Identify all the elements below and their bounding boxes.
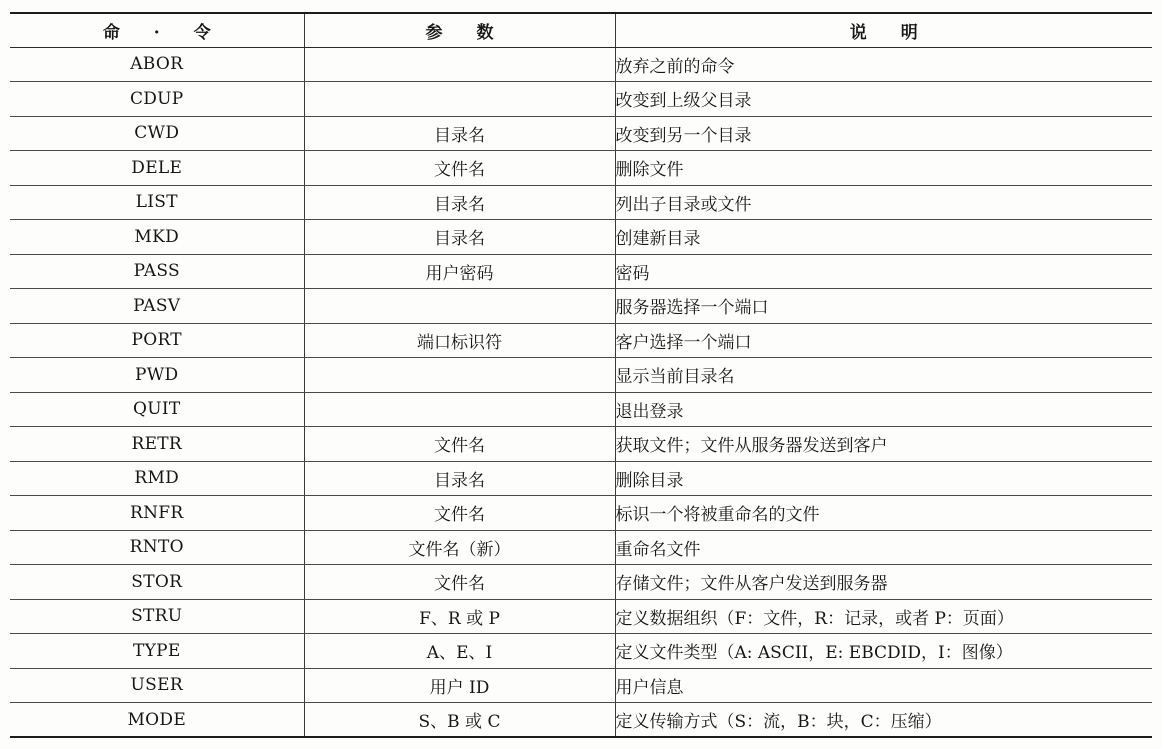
description-cell: 定义传输方式（S：流，B：块，C：压缩） (615, 703, 1152, 738)
header-command-label: 命 · 令 (102, 22, 211, 43)
parameter-cell: A、E、I (304, 634, 615, 669)
command-cell: PWD (10, 358, 304, 393)
description-cell: 改变到另一个目录 (615, 116, 1152, 151)
description-cell: 定义数据组织（F：文件，R：记录，或者 P：页面） (615, 599, 1152, 634)
description-cell: 密码 (615, 254, 1152, 289)
table-row (10, 392, 1152, 427)
command-cell: PASV (10, 289, 304, 324)
parameter-cell: 用户密码 (304, 254, 615, 289)
description-cell: 删除目录 (615, 461, 1152, 496)
header-row (10, 13, 1152, 47)
command-cell: USER (10, 668, 304, 703)
table-row (10, 496, 1152, 531)
parameter-cell: 目录名 (304, 461, 615, 496)
command-cell: CWD (10, 116, 304, 151)
description-cell: 列出子目录或文件 (615, 185, 1152, 220)
table-row (10, 599, 1152, 634)
table-row (10, 116, 1152, 151)
description-cell: 获取文件；文件从服务器发送到客户 (615, 427, 1152, 462)
command-cell: LIST (10, 185, 304, 220)
table-row (10, 530, 1152, 565)
table-row (10, 634, 1152, 669)
table-row (10, 323, 1152, 358)
parameter-cell: 文件名 (304, 427, 615, 462)
header-command (10, 13, 304, 47)
command-cell: MODE (10, 703, 304, 738)
description-cell: 显示当前目录名 (615, 358, 1152, 393)
table-row (10, 427, 1152, 462)
command-cell: RNTO (10, 530, 304, 565)
command-cell: STRU (10, 599, 304, 634)
parameter-cell: F、R 或 P (304, 599, 615, 634)
description-cell: 客户选择一个端口 (615, 323, 1152, 358)
parameter-cell: 文件名 (304, 565, 615, 600)
table-row (10, 289, 1152, 324)
description-cell: 用户信息 (615, 668, 1152, 703)
parameter-cell (304, 358, 615, 393)
parameter-cell (304, 82, 615, 117)
table-row (10, 565, 1152, 600)
ftp-command-table (10, 12, 1152, 738)
command-cell: PORT (10, 323, 304, 358)
parameter-cell (304, 47, 615, 82)
command-cell: QUIT (10, 392, 304, 427)
table-row (10, 461, 1152, 496)
parameter-cell: 目录名 (304, 185, 615, 220)
description-cell: 标识一个将被重命名的文件 (615, 496, 1152, 531)
table-row (10, 185, 1152, 220)
table-row (10, 254, 1152, 289)
table-row (10, 220, 1152, 255)
table-row (10, 151, 1152, 186)
parameter-cell: S、B 或 C (304, 703, 615, 738)
header-parameter-label: 参 数 (425, 22, 494, 43)
parameter-cell (304, 392, 615, 427)
table-header (10, 13, 1152, 47)
command-cell: STOR (10, 565, 304, 600)
description-cell: 放弃之前的命令 (615, 47, 1152, 82)
command-cell: RMD (10, 461, 304, 496)
header-parameter (304, 13, 615, 47)
command-cell: MKD (10, 220, 304, 255)
table-row (10, 358, 1152, 393)
command-cell: TYPE (10, 634, 304, 669)
command-cell: RNFR (10, 496, 304, 531)
header-description (615, 13, 1152, 47)
command-cell: RETR (10, 427, 304, 462)
table-row (10, 668, 1152, 703)
parameter-cell (304, 289, 615, 324)
parameter-cell: 用户 ID (304, 668, 615, 703)
description-cell: 创建新目录 (615, 220, 1152, 255)
table-body (10, 47, 1152, 737)
parameter-cell: 端口标识符 (304, 323, 615, 358)
description-cell: 删除文件 (615, 151, 1152, 186)
table-row (10, 703, 1152, 738)
parameter-cell: 文件名 (304, 496, 615, 531)
table-row (10, 82, 1152, 117)
description-cell: 存储文件；文件从客户发送到服务器 (615, 565, 1152, 600)
command-cell: DELE (10, 151, 304, 186)
description-cell: 定义文件类型（A: ASCII，E: EBCDID，I：图像） (615, 634, 1152, 669)
description-cell: 服务器选择一个端口 (615, 289, 1152, 324)
parameter-cell: 目录名 (304, 116, 615, 151)
description-cell: 改变到上级父目录 (615, 82, 1152, 117)
header-description-label: 说 明 (849, 22, 918, 43)
table-row (10, 47, 1152, 82)
parameter-cell: 文件名（新） (304, 530, 615, 565)
description-cell: 退出登录 (615, 392, 1152, 427)
parameter-cell: 文件名 (304, 151, 615, 186)
description-cell: 重命名文件 (615, 530, 1152, 565)
command-cell: PASS (10, 254, 304, 289)
command-cell: CDUP (10, 82, 304, 117)
command-cell: ABOR (10, 47, 304, 82)
parameter-cell: 目录名 (304, 220, 615, 255)
